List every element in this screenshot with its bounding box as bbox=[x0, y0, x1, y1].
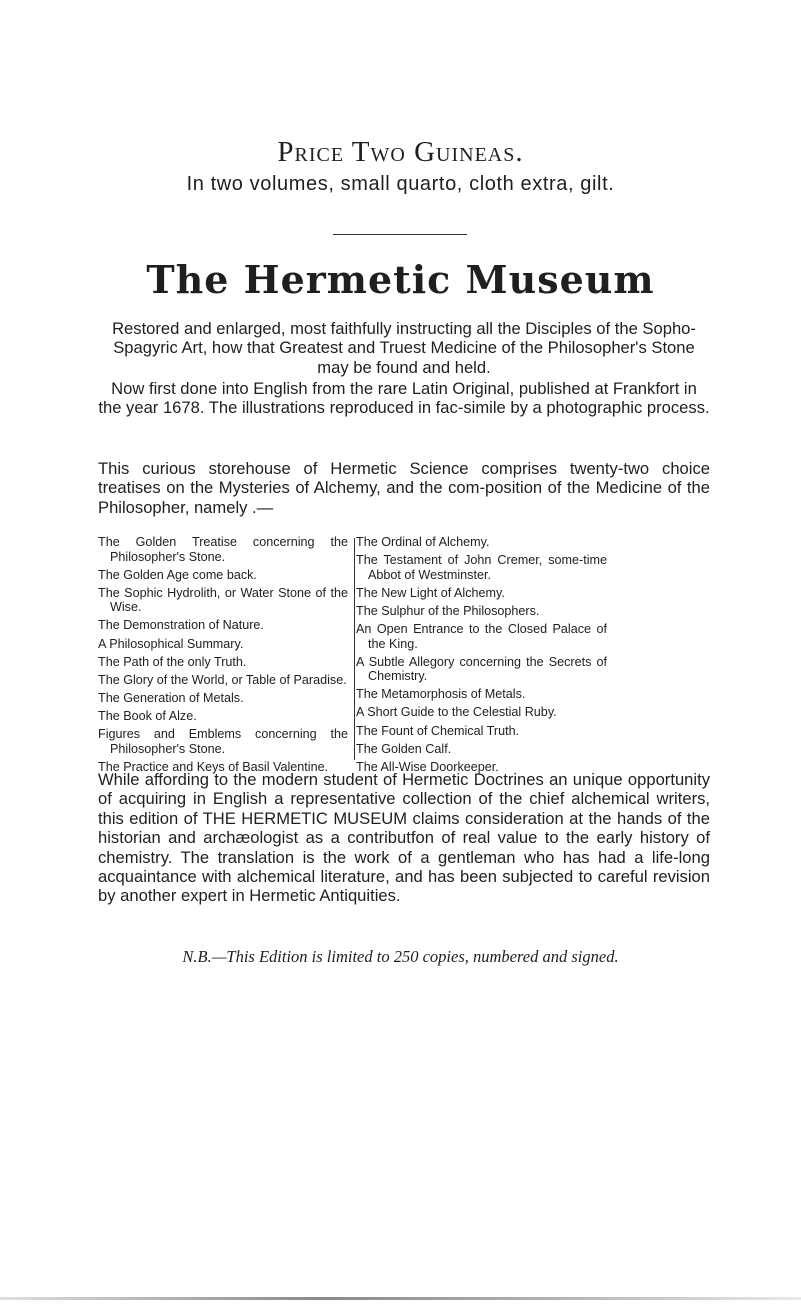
treatise-item: A Subtle Allegory concerning the Secrets of Chemistry. bbox=[356, 654, 607, 684]
treatise-item: The Golden Calf. bbox=[356, 741, 452, 756]
volumes-line: In two volumes, small quarto, cloth extra, gilt. bbox=[186, 173, 615, 195]
treatise-item: The Golden Age come back. bbox=[98, 567, 257, 582]
top-divider bbox=[333, 234, 467, 235]
column-divider bbox=[354, 538, 355, 760]
edition-note: N.B.—This Edition is limited to 250 copies, numbered and signed. bbox=[182, 947, 619, 966]
treatise-item: The Practice and Keys of Basil Valentine. bbox=[98, 759, 329, 774]
treatise-item: The Metamorphosis of Metals. bbox=[356, 687, 526, 702]
treatise-item: The Testament of John Cremer, some-time Abbot of Westminster. bbox=[356, 553, 607, 582]
treatise-item: A Philosophical Summary. bbox=[98, 636, 244, 651]
treatise-item: The Demonstration of Nature. bbox=[98, 618, 264, 633]
treatise-item: The Generation of Metals. bbox=[98, 690, 244, 705]
treatise-item: The Sophic Hydrolith, or Water Stone of the Wise. bbox=[98, 585, 348, 615]
price-heading: Price Two Guineas. bbox=[277, 136, 524, 168]
intro-paragraph-contents: This curious storehouse of Hermetic Science comprises twenty-two choice treatises on the Mysteries of Alchemy, and the com-position of the Medicine of the Philosopher, namely .— bbox=[98, 459, 710, 517]
treatise-item: The Golden Treatise concerning the Philosopher's Stone. bbox=[98, 535, 348, 564]
treatise-item: The Fount of Chemical Truth. bbox=[356, 723, 520, 738]
treatise-item: The Book of Alze. bbox=[98, 708, 197, 723]
page-edge-shadow bbox=[0, 1297, 801, 1300]
book-title: The Hermetic Museum bbox=[146, 257, 655, 302]
treatise-item: An Open Entrance to the Closed Palace of the King. bbox=[356, 621, 607, 651]
treatise-item: The New Light of Alchemy. bbox=[356, 585, 505, 600]
treatise-item: The Glory of the World, or Table of Paradise. bbox=[98, 672, 347, 687]
treatise-item: The Sulphur of the Philosophers. bbox=[356, 603, 540, 618]
treatise-item: The All-Wise Doorkeeper. bbox=[356, 759, 499, 774]
intro-paragraph-translation: Now first done into English from the rare Latin Original, published at Frankfort in the year 1678. The illustrations reproduced in fac-simile by a photographic process. bbox=[98, 379, 710, 418]
treatise-list-right bbox=[356, 535, 607, 778]
treatise-item: The Path of the only Truth. bbox=[98, 654, 247, 669]
treatise-item: The Ordinal of Alchemy. bbox=[356, 535, 490, 549]
treatise-list-left bbox=[98, 535, 348, 778]
intro-paragraph-restored: Restored and enlarged, most faithfully instructing all the Disciples of the Sopho-Spagyric Art, how that Greatest and Truest Medicine of the Philosopher's Stone may be found and held. bbox=[112, 319, 696, 377]
closing-paragraph: While affording to the modern student of Hermetic Doctrines an unique opportunity of acquiring in English a representative collection of the chief alchemical writers, this edition of THE HERMETIC MUSEUM claims consideration at the hands of the historian and archæologist as a contributfon of real value to the early history of chemistry. The translation is the work of a gentleman who has had a life-long acquaintance with alchemical literature, and has been subjected to careful revision by another expert in Hermetic Antiquities. bbox=[98, 770, 710, 906]
treatise-item: Figures and Emblems concerning the Philosopher's Stone. bbox=[98, 727, 348, 756]
treatise-item: A Short Guide to the Celestial Ruby. bbox=[356, 705, 557, 720]
